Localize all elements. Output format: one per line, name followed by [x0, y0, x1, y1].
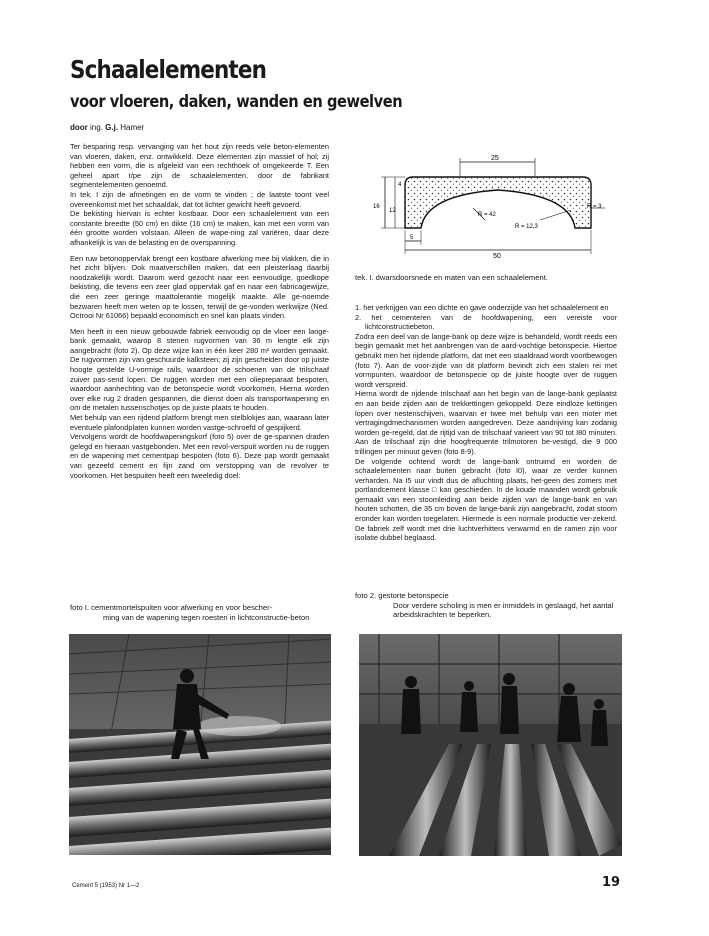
- dim-bottom-left: 5: [410, 235, 414, 241]
- photo-1-image: [69, 634, 331, 855]
- left-paragraph-7: Vervolgens wordt de hoofdwapeningskorf (foto 5) over de ge-spannen draden gelegd en hieraan vastgebonden. Met een revol-verspuit worden nu de ruggen en de wapening met cementpap bespoten (foto 6). Deze pap wordt gemaakt van gezeefd cement en fijn zand om verstopping van de revolver te voorkomen. Het bespuiten heeft een tweeledig doel:: [70, 432, 329, 480]
- label-r123: R = 12,3: [515, 224, 538, 230]
- photo-2-image: [359, 634, 622, 856]
- label-r3: R = 3: [587, 204, 602, 210]
- byline-initials: G.j.: [105, 123, 119, 132]
- dim-top: 25: [491, 155, 499, 162]
- byline-prefix: door: [70, 123, 88, 132]
- right-paragraph-1: Zodra een deel van de lange-bank op deze wijze is behandeld, wordt reeds een begin gemaakt met het aanbrengen van de aard-vochtige betonspecie. Hiertoe gebruikt men het rijdende platform, dat met een staaldraad wordt voortbewogen (foto 7). Aan de voor-zijde van dit platform bevindt zich een stalen rei met vormpunten, waardoor de betonspecie op de juiste hoogte over de ruggen wordt verspreid.: [355, 331, 617, 389]
- dim-left-top: 4: [398, 182, 402, 188]
- cross-section-figure: [365, 150, 695, 270]
- byline-title: ing.: [90, 123, 103, 132]
- photo-2-caption-rest: Door verdere scholing is men er inmiddels in geslaagd, het aantal arbeidskrachten te beperken.: [393, 600, 614, 620]
- byline: [70, 123, 144, 132]
- list-item-1: 1. het verkrijgen van een dichte en gave onderzijde van het schaalelement en: [355, 303, 609, 312]
- label-r42: R = 42: [478, 212, 496, 218]
- left-paragraph-6: Met behulp van een rijdend platform brengt men stelblokjes aan, waaraan later eventuele plafondplaten kunnen worden vastge-schroefd of gespijkerd.: [70, 413, 329, 432]
- photo-1-caption-rest: ming van de wapening tegen roesten in lichtconstructie-beton: [103, 612, 310, 622]
- photo-1-illustration: [69, 634, 331, 855]
- photo-1-caption-label: foto I. cementmortelspuiten voor afwerking en voor bescher-: [70, 603, 273, 612]
- right-paragraph-2: Hierna wordt de rijdende trilschaaf aan het begin van de lange-bank geplaatst en aan beide zijden aan de trekkettingen gekoppeld. Deze eindloze kettingen lopen over nestenschijven, waarvan er twee met behulp van een moter met vertragingdmechanismen worden aangedreven. Deze aandrijving kan zodanig worden ge-regeld, dat de rijtijd van de trilschaaf varieert van 90 tot I80 minuten. Aan de trilschaaf zijn drie hoogfrequente trilmotoren be-vestigd, die 9 000 trillingen per minuut geven (foto 8-9).: [355, 389, 617, 456]
- left-paragraph-1: Ter besparing resp. vervanging van het hout zijn reeds vele beton-elementen van vloeren, daken, enz. ontwikkeld. Deze elementen zijn massief of hol; zij hebben een vorm, die is afgeleid van een rechthoek of omgekeerde T. Een geheel apart t/pe zijn de schaalelementen, door de fabrikant segmentelementen genoemd.: [70, 142, 329, 190]
- right-paragraph-3: De volgende ochtend wordt de lange-bank ontruimd en worden de schaalelementen naar buiten gebracht (foto I0), waar ze verder kunnen verharden. Na I5 uur vindt dus de afluchting plaats, het-geen des zomers met portlandcement klasse □ kan geschieden. In de koude maanden wordt gebruik gemaakt van een stoomleiding aan beide zijden van de lange-bank en van houten schotten, die 35 cm boven de lange-bank zijn aangebracht, zodat stoom eronder kan worden toegelaten. Hiermede is een normale productie ver-zekerd. De fabriek zelf wordt met drie luchtverhitters verwarmd en de ramen zijn voor isolatie dubbel beglaasd.: [355, 456, 617, 543]
- dim-left-inner: 12: [389, 208, 396, 214]
- left-column-top: [70, 142, 329, 480]
- left-paragraph-2: In tek. I zijn de afmetingen en de vorm te vinden ; de laatste toont veel overeenkomst met het schaaldak, dat tot lichter gewicht heeft gevoerd.: [70, 189, 329, 209]
- photo-2-illustration: [359, 634, 622, 856]
- left-paragraph-5: Men heeft in een nieuw gebouwde fabriek eenvoudig op de vloer een lange-bank gemaakt, waarop 8 stenen rugvormen van 36 m lengte elk zijn aangebracht (foto 2). Op deze wijze kan in één keer 280 m² worden gemaakt. De rugvormen zijn van geschuurde kalksteen; zij zijn gescheiden door op juiste hoogte gestelde U-vormige rails, waardoor de schoenen van de trilschaaf zuiver pas-send lopen. De ruggen worden met een oliepreparaat bespoten, waardoor aanhechting van de betonspecie wordt voorkomen. Hierna worden over elke rug 2 draden gespannen, die dienst doen als transportwapening en om de metalen tussenschotjes op de juiste plaats te houden.: [70, 326, 329, 413]
- article-title: Schaalelementen: [70, 55, 267, 84]
- figure-1-caption: tek. I. dwarsdoorsnede en maten van een schaalelement.: [355, 273, 548, 282]
- dim-left-outer: 16: [373, 204, 380, 210]
- list-item-2: 2. het cementeren van de hoofdwapening, een vereiste voor lichtconstructiebeton.: [355, 312, 617, 332]
- photo-2-caption: [355, 591, 621, 620]
- byline-name: Hamer: [120, 123, 145, 132]
- photo-1-caption: [70, 603, 332, 622]
- page-number: 19: [602, 875, 621, 890]
- right-column-top: [355, 303, 617, 543]
- cross-section-drawing: [365, 150, 695, 270]
- photo-2-caption-label: foto 2. gestorte betonspecie: [355, 591, 449, 600]
- left-paragraph-3: De bekisting hiervan is echter kostbaar. Door een schaalelement van een constante breedte (50 cm) en dikte (16 cm) te maken, kan met een vorm van één grootte worden volstaan. Alleen de wape-ning zal variëren, daar deze afhankelijk is van de belasting en de overspanning.: [70, 209, 329, 247]
- article-subtitle: voor vloeren, daken, wanden en gewelven: [70, 92, 403, 112]
- dim-bottom: 50: [493, 253, 501, 260]
- left-paragraph-4: Een ruw betonoppervlak brengt een kostbare afwerking mee bij vlakken, die in het zicht blijven. Ook maatverschillen maken, dat een pleisterlaag daarbij noodzakelijk wordt. Daarom werd gezocht naar een eenvoudige, goedkope bekisting, die tevens een zeer glad oppervlak gaf en naar een fabricagewijze, die een zeer geringe maattolerantie mogelijk maakte. Alle ge-noemde bezwaren heeft men weten op te lossen, terwijl de ge-vonden werkwijze (Ned. Octrooi Nr 61066) bepaald economisch en snel kan plaats vinden.: [70, 253, 329, 321]
- journal-reference: Cement 5 (1953) Nr 1—2: [72, 883, 140, 889]
